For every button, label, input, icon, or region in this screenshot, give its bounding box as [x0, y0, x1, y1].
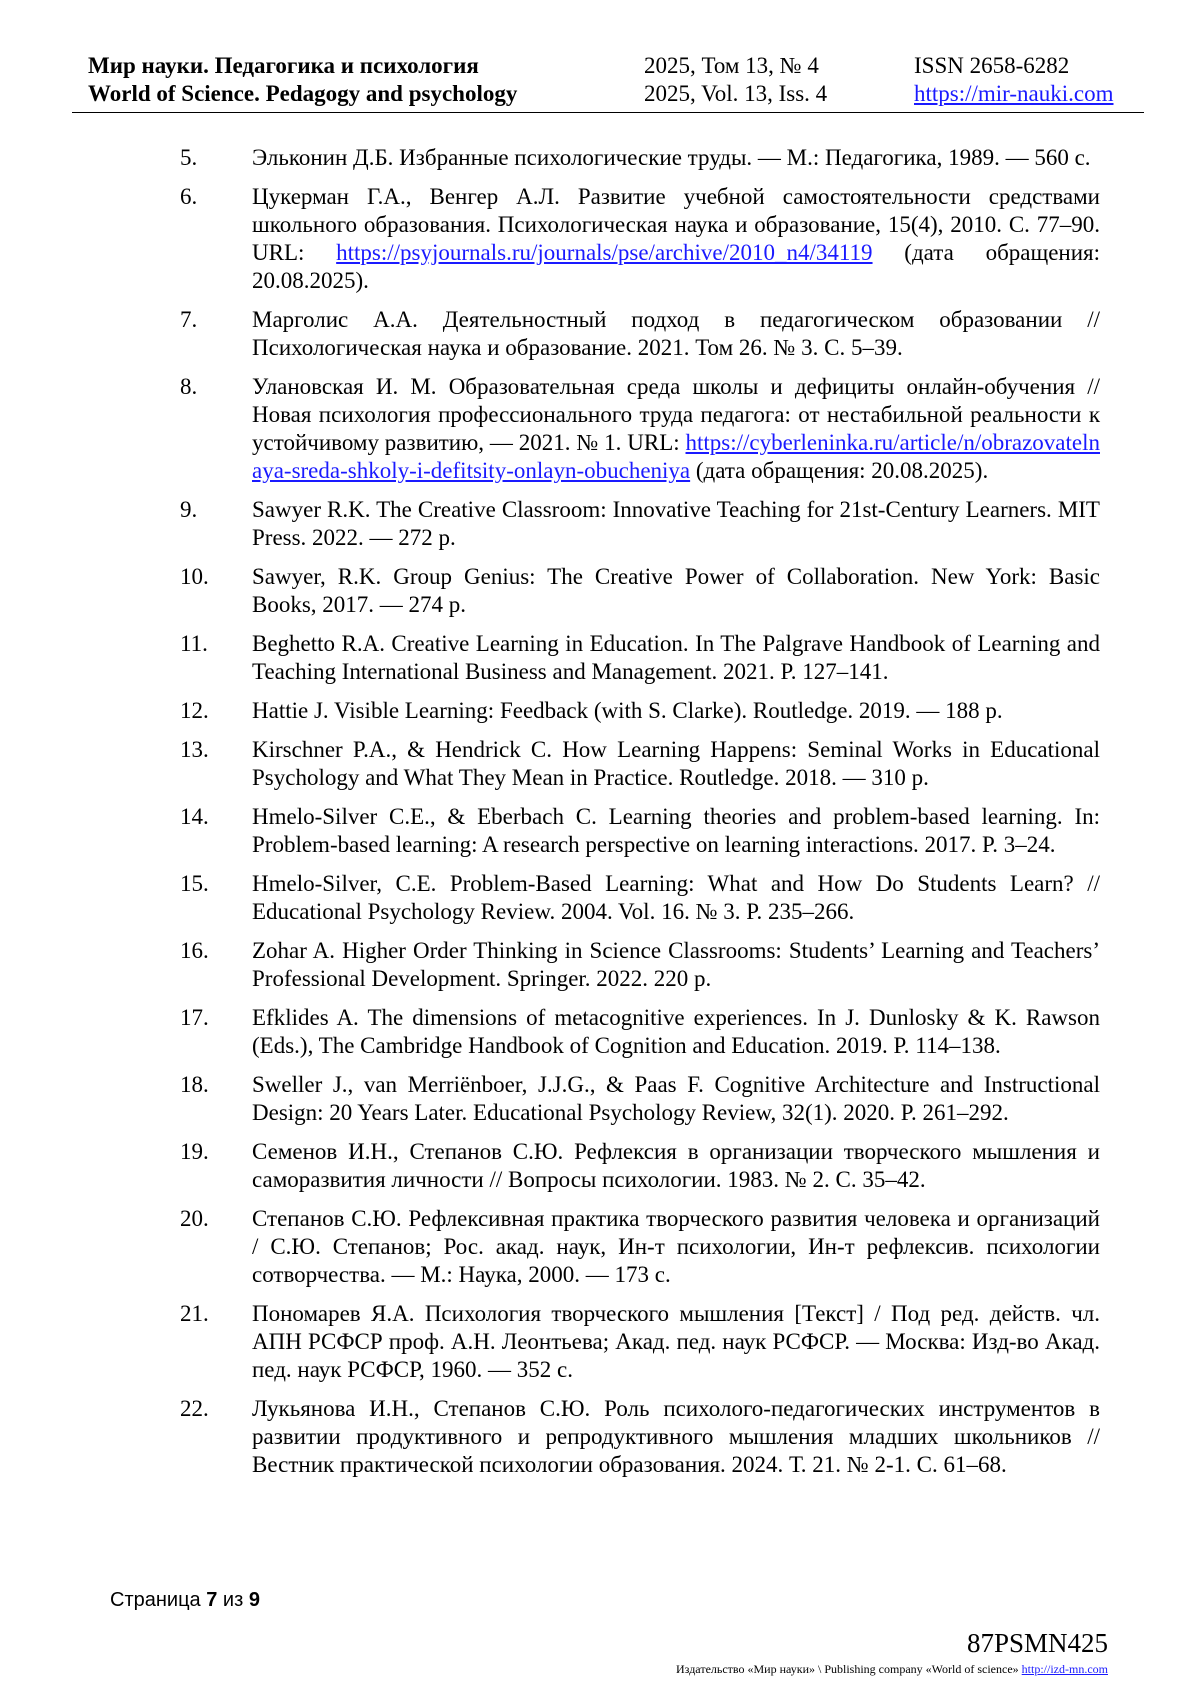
reference-number: 10. — [180, 564, 209, 589]
reference-item — [180, 373, 1100, 485]
reference-item — [180, 1071, 1100, 1127]
reference-number: 8. — [180, 374, 198, 399]
reference-item — [180, 306, 1100, 362]
page-label: Страница — [110, 1589, 201, 1611]
reference-text-before: Цукерман Г.А., Венгер А.Л. Развитие учебной самостоятельности средствами школьного образования. Психологическая наука и образование, 15(4), 2010. С. 77–90. URL: — [252, 184, 1100, 265]
issue-en: 2025, Vol. 13, Iss. 4 — [644, 81, 828, 106]
reference-text-after: (дата обращения: 20.08.2025). — [252, 240, 1100, 293]
journal-title-block — [88, 52, 517, 108]
issn: ISSN 2658-6282 — [914, 53, 1070, 78]
reference-number: 17. — [180, 1005, 209, 1030]
reference-item — [180, 870, 1100, 926]
reference-number: 12. — [180, 698, 209, 723]
reference-number: 9. — [180, 497, 198, 522]
reference-text: Sawyer R.K. The Creative Classroom: Innovative Teaching for 21st-Century Learners. MIT Press. 2022. — 272 p. — [252, 497, 1100, 550]
reference-url-link[interactable]: https://cyberleninka.ru/article/n/obrazovatelnaya-sreda-shkoly-i-defitsity-onlayn-obucheniya — [252, 430, 1100, 483]
article-code: 87PSMN425 — [966, 1628, 1108, 1658]
reference-text: Beghetto R.A. Creative Learning in Education. In The Palgrave Handbook of Learning and Teaching International Business and Management. 2021. P. 127–141. — [252, 631, 1100, 684]
reference-text: Sweller J., van Merriënboer, J.J.G., & Paas F. Cognitive Architecture and Instructional Design: 20 Years Later. Educational Psychology Review, 32(1). 2020. P. 261–292. — [252, 1072, 1100, 1125]
reference-list — [180, 144, 1100, 1490]
issue-block — [644, 52, 827, 108]
publisher-link[interactable]: http://izd-mn.com — [1021, 1662, 1108, 1676]
reference-item — [180, 144, 1100, 172]
journal-title-en: World of Science. Pedagogy and psychology — [88, 81, 518, 106]
reference-number: 6. — [180, 184, 198, 209]
page-total: 9 — [248, 1589, 260, 1611]
page-of: из — [222, 1589, 244, 1611]
reference-text: Степанов С.Ю. Рефлексивная практика творческого развития человека и организаций / С.Ю. Степанов; Рос. акад. наук, Ин-т психологии, Ин-т рефлексив. психологии сотворчества. — М.: Наука, 2000. — 173 с. — [252, 1206, 1100, 1287]
reference-number: 21. — [180, 1301, 209, 1326]
reference-number: 7. — [180, 307, 198, 332]
reference-number: 11. — [180, 631, 208, 656]
reference-text-after: (дата обращения: 20.08.2025). — [690, 458, 989, 483]
reference-url-link[interactable]: https://psyjournals.ru/journals/pse/archive/2010_n4/34119 — [336, 240, 873, 265]
reference-text: Марголис А.А. Деятельностный подход в педагогическом образовании // Психологическая наука и образование. 2021. Том 26. № 3. С. 5–39. — [252, 307, 1100, 360]
reference-number: 18. — [180, 1072, 209, 1097]
reference-item — [180, 563, 1100, 619]
reference-number: 14. — [180, 804, 209, 829]
reference-item — [180, 1138, 1100, 1194]
reference-item — [180, 1300, 1100, 1384]
reference-item — [180, 183, 1100, 295]
issn-block — [914, 52, 1114, 108]
reference-item — [180, 736, 1100, 792]
reference-text: Пономарев Я.А. Психология творческого мышления [Текст] / Под ред. действ. чл. АПН РСФСР проф. А.Н. Леонтьева; Акад. пед. наук РСФСР. — Москва: Изд-во Акад. пед. наук РСФСР, 1960. — 352 с. — [252, 1301, 1100, 1382]
reference-number: 15. — [180, 871, 209, 896]
reference-item — [180, 1395, 1100, 1479]
reference-text: Лукьянова И.Н., Степанов С.Ю. Роль психолого-педагогических инструментов в развитии продуктивного и репродуктивного мышления младших школьников // Вестник практической психологии образования. 2024. Т. 21. № 2-1. С. 61–68. — [252, 1396, 1100, 1477]
page-current: 7 — [206, 1589, 218, 1611]
reference-text: Семенов И.Н., Степанов С.Ю. Рефлексия в организации творческого мышления и саморазвития личности // Вопросы психологии. 1983. № 2. С. 35–42. — [252, 1139, 1100, 1192]
reference-text: Zohar A. Higher Order Thinking in Science Classrooms: Students’ Learning and Teachers’ Professional Development. Springer. 2022. 220 p. — [252, 938, 1100, 991]
reference-text: Hattie J. Visible Learning: Feedback (with S. Clarke). Routledge. 2019. — 188 p. — [252, 698, 1003, 723]
reference-item — [180, 937, 1100, 993]
reference-text: Efklides A. The dimensions of metacognitive experiences. In J. Dunlosky & K. Rawson (Eds.), The Cambridge Handbook of Cognition and Education. 2019. P. 114–138. — [252, 1005, 1100, 1058]
reference-text: Kirschner P.A., & Hendrick C. How Learning Happens: Seminal Works in Educational Psychology and What They Mean in Practice. Routledge. 2018. — 310 p. — [252, 737, 1100, 790]
reference-text — [252, 183, 1100, 295]
reference-number: 5. — [180, 145, 198, 170]
reference-number: 16. — [180, 938, 209, 963]
publisher-line — [676, 1662, 1108, 1677]
reference-text: Sawyer, R.K. Group Genius: The Creative Power of Collaboration. New York: Basic Books, 2017. — 274 p. — [252, 564, 1100, 617]
page-indicator — [110, 1589, 260, 1612]
issue-ru: 2025, Том 13, № 4 — [644, 53, 819, 78]
reference-item — [180, 697, 1100, 725]
reference-text: Эльконин Д.Б. Избранные психологические труды. — М.: Педагогика, 1989. — 560 с. — [252, 145, 1091, 170]
reference-item — [180, 496, 1100, 552]
journal-site-link[interactable]: https://mir-nauki.com — [914, 81, 1114, 106]
reference-item — [180, 630, 1100, 686]
reference-number: 22. — [180, 1396, 209, 1421]
reference-text-before: Улановская И. М. Образовательная среда школы и дефициты онлайн-обучения // Новая психология профессионального труда педагога: от нестабильной реальности к устойчивому развитию, — 2021. № 1. URL: — [252, 374, 1100, 455]
reference-item — [180, 1205, 1100, 1289]
reference-item — [180, 803, 1100, 859]
journal-title-ru: Мир науки. Педагогика и психология — [88, 53, 479, 78]
publisher-text: Издательство «Мир науки» \ Publishing company «World of science» — [676, 1662, 1019, 1676]
reference-number: 19. — [180, 1139, 209, 1164]
reference-text — [252, 373, 1100, 485]
reference-number: 20. — [180, 1206, 209, 1231]
reference-number: 13. — [180, 737, 209, 762]
reference-item — [180, 1004, 1100, 1060]
reference-text: Hmelo-Silver C.E., & Eberbach C. Learning theories and problem-based learning. In: Problem-based learning: A research perspective on learning interactions. 2017. P. 3–24. — [252, 804, 1100, 857]
journal-header — [72, 52, 1144, 113]
reference-text: Hmelo-Silver, C.E. Problem-Based Learning: What and How Do Students Learn? // Educational Psychology Review. 2004. Vol. 16. № 3. P. 235–266. — [252, 871, 1100, 924]
